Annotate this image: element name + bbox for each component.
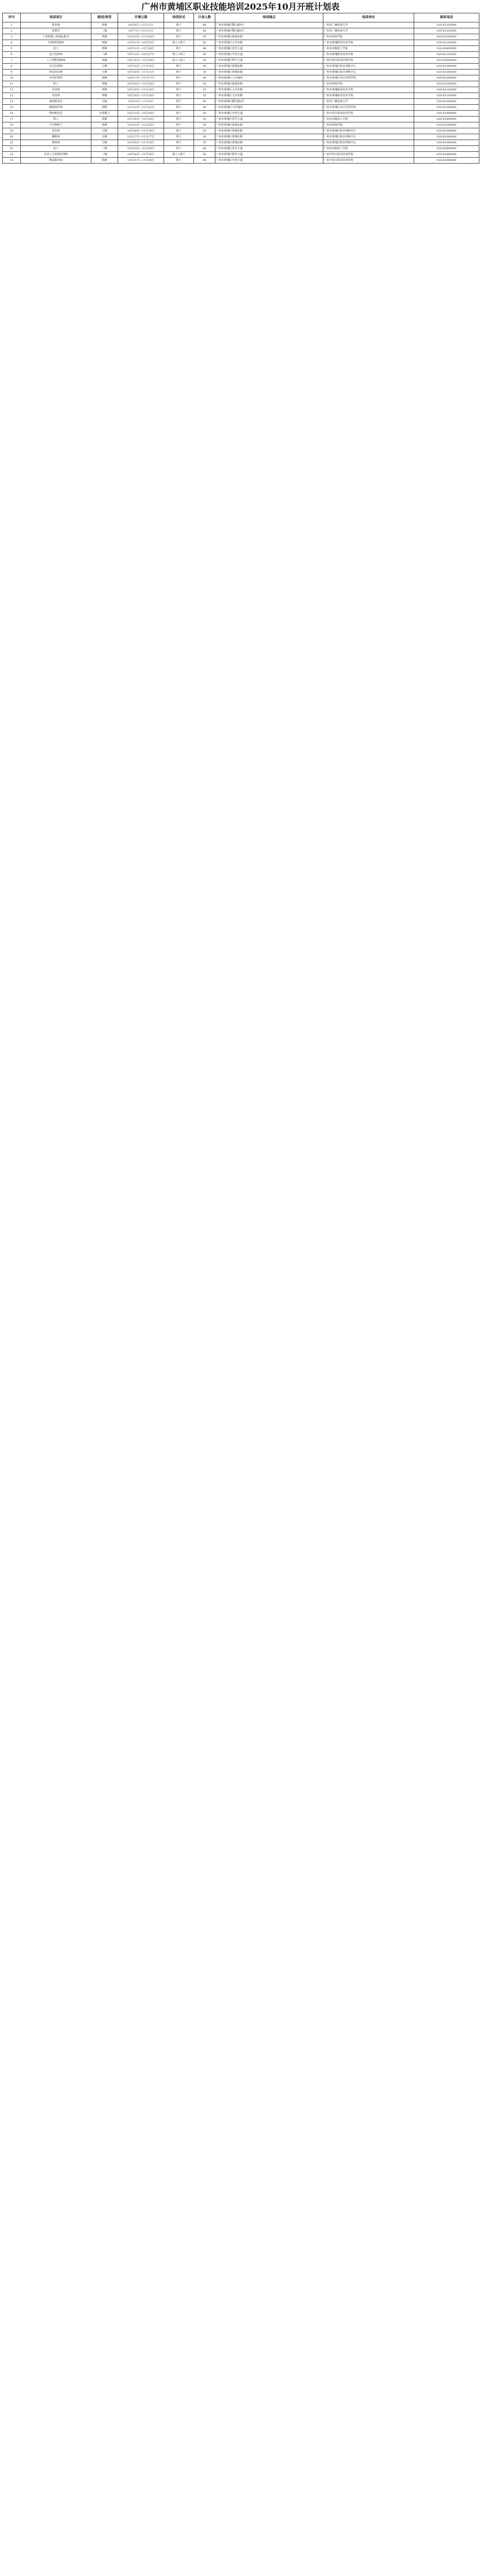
training-mode: 线下	[164, 64, 194, 70]
level: 四级	[91, 122, 118, 128]
planned-count: 50	[194, 111, 215, 117]
level: 四级	[91, 75, 118, 81]
training-mode: 线下	[164, 70, 194, 75]
row-number: 12	[3, 87, 21, 93]
project-name: 汽车维修工	[21, 122, 91, 128]
col-header: 计划人数	[194, 13, 215, 22]
row-number: 24	[3, 158, 21, 164]
planned-count: 50	[194, 152, 215, 158]
table-row	[3, 152, 479, 158]
training-org: 广州市黄埔职业技术学校	[323, 40, 414, 46]
row-number: 17	[3, 117, 21, 122]
training-place: 广州市黄埔区大沙东路	[215, 87, 323, 93]
table-row	[3, 87, 479, 93]
col-header: 级别/类型	[91, 13, 118, 22]
project-name: 钳工	[21, 117, 91, 122]
level: 四级	[91, 34, 118, 40]
project-name: 家政服务员	[21, 99, 91, 105]
date-range: 10月21日—11月4日	[118, 99, 164, 105]
training-place: 广州市黄埔区大沙东路	[215, 40, 323, 46]
table-row	[3, 146, 479, 152]
training-place: 广州市黄埔区黄埔东路	[215, 70, 323, 75]
col-header: 序号	[3, 13, 21, 22]
training-place: 广州市黄埔区香雪大道	[215, 117, 323, 122]
project-name: 焊工	[21, 81, 91, 87]
training-place: 广州市黄埔区大沙东路	[215, 93, 323, 99]
col-header: 联系电话	[414, 13, 479, 22]
training-place: 广州市黄埔区开创大道	[215, 111, 323, 117]
planned-count: 40	[194, 75, 215, 81]
training-org: 广州市高级技工学校	[323, 146, 414, 152]
planned-count: 50	[194, 40, 215, 46]
training-place: 广州市黄埔区黄埔东路	[215, 128, 323, 134]
contact-phone: 020-82210000	[414, 93, 479, 99]
contact-phone: 020-82250000	[414, 81, 479, 87]
training-org: 广州市黄埔区职业训练中心	[323, 134, 414, 140]
contact-phone: 020-82320000	[414, 99, 479, 105]
date-range: 10月17日—11月17日	[118, 75, 164, 81]
date-range: 10月10日—11月20日	[118, 34, 164, 40]
date-range: 10月25日—12月25日	[118, 122, 164, 128]
project-name: 中式烹调师	[21, 64, 91, 70]
planned-count: 30	[194, 81, 215, 87]
row-number: 10	[3, 75, 21, 81]
table-row	[3, 134, 479, 140]
row-number: 2	[3, 28, 21, 34]
row-number: 15	[3, 105, 21, 111]
row-number: 6	[3, 52, 21, 58]
project-name: 健康照护师	[21, 105, 91, 111]
col-header: 开课日期	[118, 13, 164, 22]
training-mode: 线下	[164, 111, 194, 117]
planned-count: 40	[194, 22, 215, 28]
training-org: 广州开发区职业培训学校	[323, 152, 414, 158]
training-mode: 线下	[164, 140, 194, 146]
contact-phone: 020-82380000	[414, 64, 479, 70]
training-mode: 线下	[164, 146, 194, 152]
date-range: 10月24日—12月24日	[118, 117, 164, 122]
row-number: 1	[3, 22, 21, 28]
training-org: 广州市黄埔职业技术学校	[323, 87, 414, 93]
planned-count: 40	[194, 146, 215, 152]
date-range: 10月15日—11月10日	[118, 64, 164, 70]
project-name: 养老护理员	[21, 75, 91, 81]
schedule-page	[0, 1, 481, 2576]
training-place: 广州市黄埔区黄埔东路	[215, 140, 323, 146]
table-row	[3, 140, 479, 146]
row-number: 14	[3, 99, 21, 105]
project-name: 电工	[21, 46, 91, 52]
level: 五级	[91, 134, 118, 140]
project-name: 工业机器人系统运维员	[21, 34, 91, 40]
planned-count: 40	[194, 105, 215, 111]
level: 五级	[91, 99, 118, 105]
date-range: 10月20日—11月20日	[118, 93, 164, 99]
contact-phone: 020-82080000	[414, 152, 479, 158]
row-number: 7	[3, 58, 21, 64]
level: 五级	[91, 140, 118, 146]
planned-count: 30	[194, 34, 215, 40]
training-org: 广州市技师学院	[323, 34, 414, 40]
table-row	[3, 81, 479, 87]
date-range: 10月7日—11月12日	[118, 28, 164, 34]
contact-phone: 020-82080000	[414, 111, 479, 117]
training-place: 广州市黄埔区开创大道	[215, 158, 323, 164]
date-range: 10月13日—10月27日	[118, 52, 164, 58]
level: 三级	[91, 152, 118, 158]
row-number: 5	[3, 46, 21, 52]
training-place: 广州市黄埔区科学大道	[215, 152, 323, 158]
training-place: 广州市黄埔区蟹山路9号	[215, 22, 323, 28]
contact-phone: 020-82380000	[414, 134, 479, 140]
training-org: 广州市黄埔区职业训练中心	[323, 140, 414, 146]
date-range: 10月26日—11月16日	[118, 128, 164, 134]
level: 四级	[91, 22, 118, 28]
training-mode: 线下	[164, 87, 194, 93]
contact-phone: 020-82250000	[414, 34, 479, 40]
training-org: 广州市黄埔区职业训练中心	[323, 128, 414, 134]
training-mode: 线下	[164, 134, 194, 140]
planned-count: 40	[194, 158, 215, 164]
table-row	[3, 111, 479, 117]
level: 四级	[91, 40, 118, 46]
level: 三级	[91, 28, 118, 34]
row-number: 3	[3, 34, 21, 40]
training-mode: 线上+线下	[164, 58, 194, 64]
contact-phone: 020-82400000	[414, 146, 479, 152]
col-header: 培训项目	[21, 13, 91, 22]
training-place: 广州市黄埔区香雪大道	[215, 146, 323, 152]
row-number: 19	[3, 128, 21, 134]
training-mode: 线下	[164, 34, 194, 40]
date-range: 10月30日—11月30日	[118, 152, 164, 158]
date-range: 10月12日—11月30日	[118, 46, 164, 52]
row-number: 23	[3, 152, 21, 158]
level: 四级	[91, 58, 118, 64]
level: 四级	[91, 158, 118, 164]
training-mode: 线上+线下	[164, 40, 194, 46]
table-row	[3, 52, 479, 58]
training-mode: 线下	[164, 22, 194, 28]
contact-phone: 020-82200000	[414, 75, 479, 81]
contact-phone: 020-82320000	[414, 22, 479, 28]
training-org: 广州开发区职业培训学校	[323, 158, 414, 164]
project-name: 育婴员	[21, 28, 91, 34]
level: 三级	[91, 52, 118, 58]
date-range: 10月19日—11月19日	[118, 87, 164, 93]
table-row	[3, 64, 479, 70]
planned-count: 40	[194, 28, 215, 34]
table-row	[3, 22, 479, 28]
planned-count: 30	[194, 134, 215, 140]
training-org: 广州市技师学院	[323, 122, 414, 128]
table-row	[3, 128, 479, 134]
planned-count: 30	[194, 64, 215, 70]
planned-count: 50	[194, 58, 215, 64]
table-row	[3, 122, 479, 128]
project-name: 企业人力资源管理师	[21, 152, 91, 158]
project-name: 茶艺师	[21, 128, 91, 134]
date-range: 10月11日—10月25日	[118, 40, 164, 46]
table-body	[3, 22, 479, 164]
col-header: 培训单位	[323, 13, 414, 22]
training-place: 广州市黄埔区黄埔东路	[215, 134, 323, 140]
project-name: 咖啡师	[21, 134, 91, 140]
row-number: 13	[3, 93, 21, 99]
training-org: 广州市黄埔区职业训练中心	[323, 70, 414, 75]
date-range: 10月23日—10月30日	[118, 111, 164, 117]
contact-phone: 020-82200000	[414, 105, 479, 111]
training-org: 广州市黄埔职业技术学校	[323, 52, 414, 58]
training-org: 广州市黄埔职业技术学校	[323, 93, 414, 99]
training-mode: 线上+线下	[164, 52, 194, 58]
level: 四级	[91, 81, 118, 87]
contact-phone: 020-82210000	[414, 87, 479, 93]
training-mode: 线下	[164, 99, 194, 105]
project-name: 保育师	[21, 22, 91, 28]
table-row	[3, 34, 479, 40]
training-org: 广州开发区职业培训学校	[323, 58, 414, 64]
date-range: 10月29日—12月29日	[118, 146, 164, 152]
table-row	[3, 58, 479, 64]
date-range: 10月31日—11月30日	[118, 158, 164, 164]
row-number: 16	[3, 111, 21, 117]
table-row	[3, 105, 479, 111]
contact-phone: 020-82320000	[414, 28, 479, 34]
row-number: 20	[3, 134, 21, 140]
table-row	[3, 99, 479, 105]
table-row	[3, 40, 479, 46]
table-row	[3, 28, 479, 34]
training-mode: 线下	[164, 46, 194, 52]
training-place: 广州市黄埔区大沙地西	[215, 75, 323, 81]
training-place: 广州市黄埔区蟹山路9号	[215, 99, 323, 105]
planned-count: 30	[194, 128, 215, 134]
training-org: 广州市广播电视大学	[323, 28, 414, 34]
level: 四级	[91, 117, 118, 122]
training-mode: 线下	[164, 128, 194, 134]
row-number: 11	[3, 81, 21, 87]
row-number: 21	[3, 140, 21, 146]
table-row	[3, 158, 479, 164]
project-name: 网约配送员	[21, 111, 91, 117]
project-name: 西式面点师	[21, 70, 91, 75]
training-org: 广州市广播电视大学	[323, 22, 414, 28]
planned-count: 30	[194, 122, 215, 128]
header-row	[3, 13, 479, 22]
training-org: 广州市高级技工学校	[323, 46, 414, 52]
project-name: 电子商务师	[21, 52, 91, 58]
contact-phone: 020-82380000	[414, 128, 479, 134]
contact-phone: 020-82380000	[414, 140, 479, 146]
training-place: 广州市黄埔区黄埔东路	[215, 64, 323, 70]
row-number: 9	[3, 70, 21, 75]
planned-count: 30	[194, 70, 215, 75]
table-row	[3, 93, 479, 99]
date-range: 10月6日—11月11日	[118, 22, 164, 28]
planned-count: 40	[194, 99, 215, 105]
project-name: 人工智能训练师	[21, 58, 91, 64]
project-name: 美发师	[21, 93, 91, 99]
row-number: 4	[3, 40, 21, 46]
table-row	[3, 117, 479, 122]
planned-count: 30	[194, 117, 215, 122]
date-range: 10月16日—11月11日	[118, 70, 164, 75]
page-title: 广州市黄埔区职业技能培训2025年10月开班计划表	[141, 2, 340, 12]
row-number: 8	[3, 64, 21, 70]
contact-phone: 020-82080000	[414, 158, 479, 164]
level: 专项能力	[91, 111, 118, 117]
table-row	[3, 46, 479, 52]
project-name: 物流服务师	[21, 158, 91, 164]
training-mode: 线下	[164, 105, 194, 111]
training-mode: 线下	[164, 75, 194, 81]
level: 五级	[91, 64, 118, 70]
col-header: 培训形式	[164, 13, 194, 22]
level: 五级	[91, 70, 118, 75]
training-org: 广州市广播电视大学	[323, 99, 414, 105]
level: 四级	[91, 87, 118, 93]
training-org: 广州市黄埔区社区培训学校	[323, 75, 414, 81]
contact-phone: 020-82210000	[414, 40, 479, 46]
project-name: 调饮师	[21, 140, 91, 146]
training-org: 广州市技师学院	[323, 81, 414, 87]
training-mode: 线下	[164, 81, 194, 87]
planned-count: 35	[194, 87, 215, 93]
training-org: 广州市黄埔区职业训练中心	[323, 64, 414, 70]
date-range: 10月28日—11月18日	[118, 140, 164, 146]
table-row	[3, 70, 479, 75]
table-row	[3, 75, 479, 81]
training-place: 广州市黄埔区科学大道	[215, 58, 323, 64]
training-place: 广州市黄埔区新港东路	[215, 122, 323, 128]
date-range: 10月18日—12月18日	[118, 81, 164, 87]
training-org: 广州市高级技工学校	[323, 117, 414, 122]
training-place: 广州市黄埔区蟹山路9号	[215, 28, 323, 34]
project-name: 电工	[21, 146, 91, 152]
planned-count: 30	[194, 140, 215, 146]
contact-phone: 020-82400000	[414, 117, 479, 122]
planned-count: 45	[194, 52, 215, 58]
date-range: 10月22日—11月22日	[118, 105, 164, 111]
row-number: 22	[3, 146, 21, 152]
date-range: 10月27日—11月17日	[118, 134, 164, 140]
training-mode: 线上+线下	[164, 152, 194, 158]
training-org: 广州市黄埔区社区培训学校	[323, 105, 414, 111]
training-mode: 线下	[164, 117, 194, 122]
level: 五级	[91, 128, 118, 134]
project-name: 美容师	[21, 87, 91, 93]
level: 四级	[91, 105, 118, 111]
level: 四级	[91, 93, 118, 99]
training-place: 广州市黄埔区香雪大道	[215, 46, 323, 52]
training-mode: 线下	[164, 122, 194, 128]
contact-phone: 020-82380000	[414, 70, 479, 75]
training-mode: 线下	[164, 93, 194, 99]
contact-phone: 020-82250000	[414, 122, 479, 128]
project-name: 互联网营销师	[21, 40, 91, 46]
date-range: 10月14日—11月14日	[118, 58, 164, 64]
planned-count: 35	[194, 93, 215, 99]
contact-phone: 020-82080000	[414, 58, 479, 64]
training-org: 广州开发区职业培训学校	[323, 111, 414, 117]
training-mode: 线下	[164, 158, 194, 164]
training-place: 广州市黄埔区大沙地西	[215, 105, 323, 111]
training-place: 广州市黄埔区新港东路	[215, 34, 323, 40]
contact-phone: 020-82210000	[414, 52, 479, 58]
training-mode: 线下	[164, 28, 194, 34]
contact-phone: 020-82400000	[414, 46, 479, 52]
training-place: 广州市黄埔区新港东路	[215, 81, 323, 87]
planned-count: 40	[194, 46, 215, 52]
level: 三级	[91, 146, 118, 152]
training-place: 广州市黄埔区开创大道	[215, 52, 323, 58]
row-number: 18	[3, 122, 21, 128]
schedule-table	[2, 13, 479, 164]
level: 四级	[91, 46, 118, 52]
col-header: 培训地点	[215, 13, 323, 22]
